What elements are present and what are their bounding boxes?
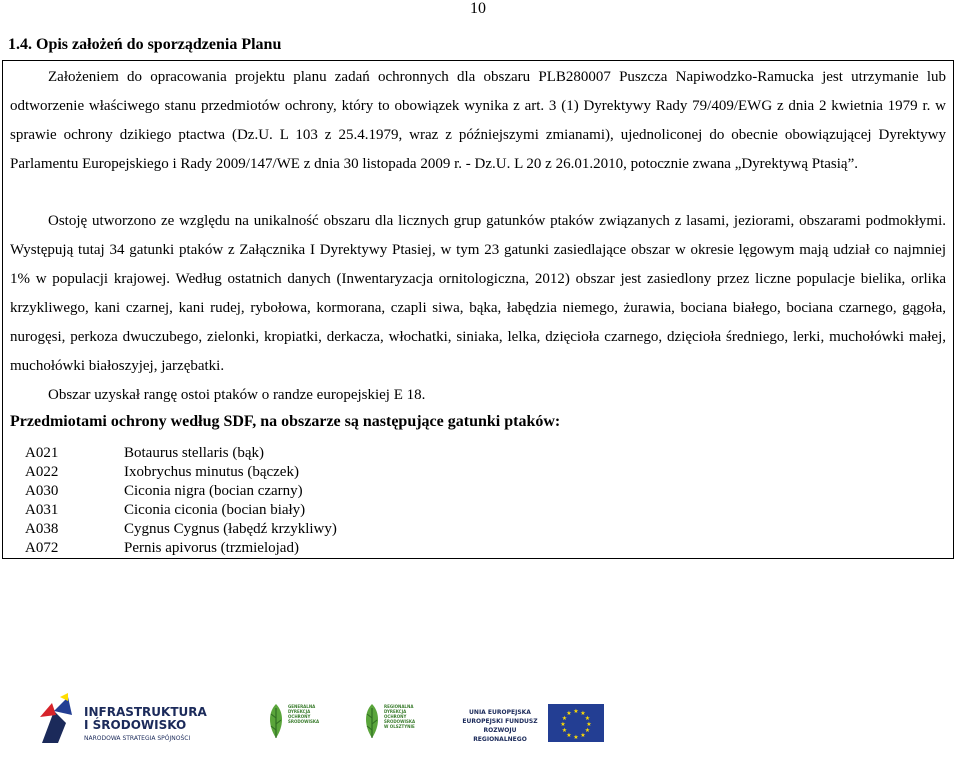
page-number: 10 — [470, 0, 486, 17]
leaf-icon — [266, 702, 286, 742]
species-code: A021 — [25, 445, 59, 461]
table-row — [25, 482, 337, 501]
paragraph-refuge-text: Ostoję utworzono ze względu na unikalność obszaru dla licznych grup gatunków ptaków związanych z lasami, jeziorami, obszarami podmokłymi. Występują tutaj 34 gatunki ptaków z Załącznika I Dyrektywy Ptasiej, w tym 23 gatunki zasiedlające obszar w okresie lęgowym mają udział co najmniej 1% w populacji krajowej. Według ostatnich danych (Inwentaryzacja ornitologiczna, 2012) obszar jest zasiedlony przez liczne populacje bielika, orlika krzykliwego, kani czarnej, kani rudej, rybołowa, kormorana, czapli siwa, bąka, łabędzia niemego, żurawia, bociana białego, bociana czarnego, gągoła, nurogęsi, perkoza dwuczubego, zielonki, kropiatki, derkacza, włochatki, siniaka, lelka, dzięcioła czarnego, dzięcioła średniego, lerki, muchołówki małej, muchołówki białoszyjej, jarzębatki. — [10, 213, 946, 374]
paragraph-rank-text: Obszar uzyskał rangę ostoi ptaków o randze europejskiej E 18. — [48, 387, 426, 403]
paragraph-refuge — [10, 207, 946, 381]
species-name: Ciconia ciconia (bocian biały) — [124, 502, 306, 518]
svg-text:★: ★ — [584, 727, 591, 734]
table-row — [25, 463, 337, 482]
species-table — [25, 444, 337, 558]
species-code: A038 — [25, 521, 59, 537]
species-name: Botaurus stellaris (bąk) — [124, 445, 264, 461]
eu-line1: UNIA EUROPEJSKA — [469, 709, 531, 716]
svg-text:★: ★ — [580, 732, 586, 739]
svg-text:★: ★ — [561, 715, 568, 722]
svg-text:★: ★ — [580, 710, 586, 717]
infrastruktura-title — [84, 706, 207, 732]
svg-text:★: ★ — [573, 708, 579, 715]
rdos-text: REGIONALNA DYREKCJA OCHRONY ŚRODOWISKA W OLSZTYNIE — [384, 704, 416, 729]
species-code: A072 — [25, 540, 59, 556]
species-name: Ixobrychus minutus (bączek) — [124, 464, 299, 480]
eu-text — [458, 708, 542, 744]
species-code: A031 — [25, 502, 59, 518]
eu-line2: EUROPEJSKI FUNDUSZ — [462, 718, 538, 725]
svg-text:★: ★ — [584, 715, 591, 722]
sdf-heading: Przedmiotami ochrony według SDF, na obszarze są następujące gatunki ptaków: — [10, 413, 561, 430]
eu-logo — [458, 704, 604, 744]
species-name: Pernis apivorus (trzmielojad) — [124, 540, 299, 556]
svg-text:★: ★ — [573, 734, 579, 741]
table-row — [25, 444, 337, 463]
rdos-logo — [362, 702, 418, 748]
paragraph-objective-text: Założeniem do opracowania projektu planu zadań ochronnych dla obszaru PLB280007 Puszcza Napiwodzko-Ramucka jest utrzymanie lub odtworzenie właściwego stanu przedmiotów ochrony, który to obowiązek wynika z art. 3 (1) Dyrektywy Rady 79/409/EWG z dnia 2 kwietnia 1979 r. w sprawie ochrony dzikiego ptactwa (Dz.U. L 103 z 25.4.1979, wraz z późniejszymi zmianami), ujednoliconej do obecnie obowiązującej Dyrektywy Parlamentu Europejskiego i Rady 2009/147/WE z dnia 30 listopada 2009 r. - Dz.U. L 20 z 26.01.2010, potocznie zwana „Dyrektywą Ptasią”. — [10, 69, 946, 172]
species-name: Ciconia nigra (bocian czarny) — [124, 483, 303, 499]
section-heading: 1.4. Opis założeń do sporządzenia Planu — [8, 36, 282, 53]
species-code: A030 — [25, 483, 59, 499]
svg-text:★: ★ — [561, 727, 568, 734]
table-row — [25, 501, 337, 520]
species-code: A022 — [25, 464, 59, 480]
eu-line3: ROZWOJU REGIONALNEGO — [473, 727, 527, 743]
species-name: Cygnus Cygnus (łabędź krzykliwy) — [124, 521, 337, 537]
infrastruktura-logo — [38, 690, 223, 750]
paragraph-rank — [10, 381, 946, 410]
svg-text:★: ★ — [586, 721, 592, 728]
svg-text:★: ★ — [566, 710, 572, 717]
gdos-text: GENERALNA DYREKCJA OCHRONY ŚRODOWISKA — [288, 704, 320, 724]
gdos-logo — [266, 702, 322, 748]
table-row — [25, 520, 337, 539]
text-frame — [2, 60, 954, 559]
infrastruktura-subtitle: NARODOWA STRATEGIA SPÓJNOŚCI — [84, 735, 191, 742]
infrastruktura-line2: I ŚRODOWISKO — [84, 718, 187, 732]
infrastruktura-line1: INFRASTRUKTURA — [84, 705, 207, 719]
svg-text:★: ★ — [566, 732, 572, 739]
table-row — [25, 539, 337, 558]
leaf-icon — [362, 702, 382, 742]
paragraph-objective — [10, 63, 946, 179]
svg-text:★: ★ — [560, 721, 566, 728]
eu-flag-icon — [548, 704, 604, 742]
infrastruktura-flag-icon — [38, 693, 76, 743]
footer-logos — [0, 690, 960, 757]
